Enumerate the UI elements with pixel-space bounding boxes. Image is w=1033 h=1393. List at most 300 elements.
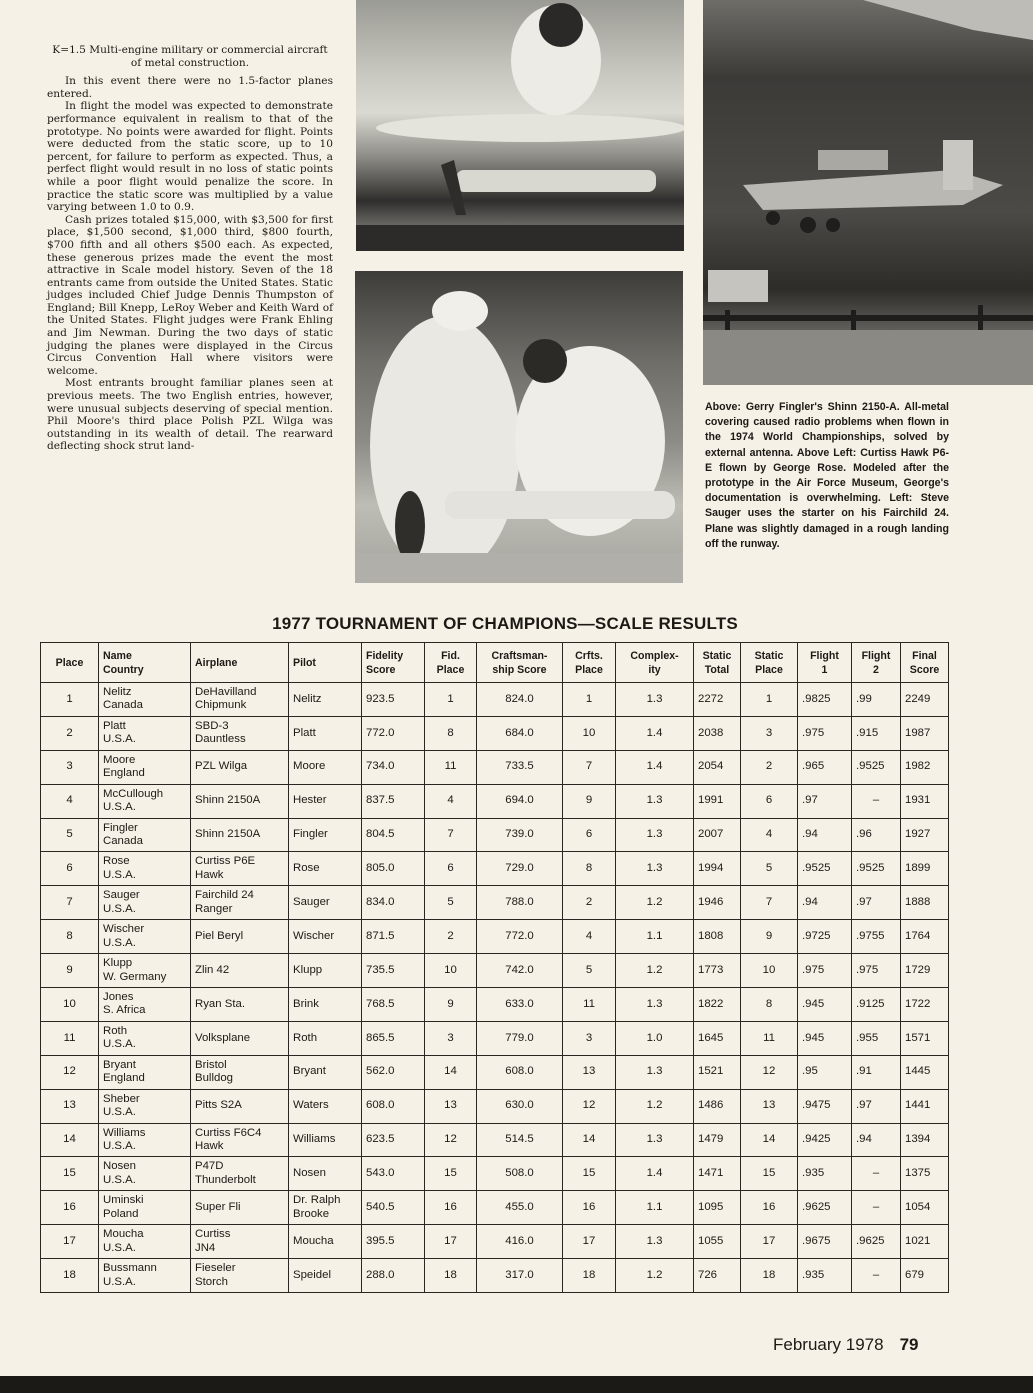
cell-flight-2: – xyxy=(852,1157,901,1191)
cell-fid-place: 5 xyxy=(425,886,477,920)
cell-place: 8 xyxy=(41,920,99,954)
header-final-score: Final Score xyxy=(901,643,949,683)
cell-final-score: 1054 xyxy=(901,1191,949,1225)
cell-complexity: 1.2 xyxy=(616,1089,694,1123)
k-factor-line: K=1.5 Multi-engine military or commercial aircraft of metal construction. xyxy=(52,44,328,69)
cell-pilot: Klupp xyxy=(289,954,362,988)
cell-pilot: Roth xyxy=(289,1021,362,1055)
cell-static-place: 7 xyxy=(741,886,798,920)
cell-fidelity-score: 923.5 xyxy=(362,683,425,717)
cell-flight-2: – xyxy=(852,784,901,818)
cell-complexity: 1.4 xyxy=(616,750,694,784)
cell-crfts-place: 14 xyxy=(563,1123,616,1157)
biplane-model-illustration xyxy=(356,0,684,251)
table-row xyxy=(41,1157,949,1191)
cell-craftsmanship-score: 779.0 xyxy=(477,1021,563,1055)
cell-crfts-place: 11 xyxy=(563,988,616,1022)
cell-static-place: 2 xyxy=(741,750,798,784)
cell-pilot: Wischer xyxy=(289,920,362,954)
cell-flight-2: .97 xyxy=(852,1089,901,1123)
cell-pilot: Platt xyxy=(289,716,362,750)
cell-place: 18 xyxy=(41,1259,99,1293)
cell-craftsmanship-score: 729.0 xyxy=(477,852,563,886)
page-footer xyxy=(773,1335,919,1355)
cell-crfts-place: 6 xyxy=(563,818,616,852)
header-complexity: Complex- ity xyxy=(616,643,694,683)
table-row xyxy=(41,1225,949,1259)
cell-craftsmanship-score: 455.0 xyxy=(477,1191,563,1225)
cell-craftsmanship-score: 416.0 xyxy=(477,1225,563,1259)
cell-static-place: 1 xyxy=(741,683,798,717)
header-name-country: Name Country xyxy=(99,643,191,683)
header-crfts-place: Crfts. Place xyxy=(563,643,616,683)
cell-complexity: 1.3 xyxy=(616,1123,694,1157)
cell-airplane: Shinn 2150A xyxy=(191,784,289,818)
cell-craftsmanship-score: 772.0 xyxy=(477,920,563,954)
cell-airplane: SBD-3 Dauntless xyxy=(191,716,289,750)
cell-complexity: 1.1 xyxy=(616,1191,694,1225)
cell-name-country: Williams U.S.A. xyxy=(99,1123,191,1157)
cell-crfts-place: 1 xyxy=(563,683,616,717)
cell-craftsmanship-score: 788.0 xyxy=(477,886,563,920)
cell-pilot: Nosen xyxy=(289,1157,362,1191)
cell-airplane: Volksplane xyxy=(191,1021,289,1055)
table-row xyxy=(41,954,949,988)
article-text-column xyxy=(47,44,333,453)
cell-static-total: 1991 xyxy=(694,784,741,818)
cell-name-country: Moore England xyxy=(99,750,191,784)
header-static-place: Static Place xyxy=(741,643,798,683)
cell-static-total: 2038 xyxy=(694,716,741,750)
cell-crfts-place: 9 xyxy=(563,784,616,818)
cell-pilot: Waters xyxy=(289,1089,362,1123)
cell-place: 14 xyxy=(41,1123,99,1157)
cell-flight-2: .94 xyxy=(852,1123,901,1157)
cell-pilot: Brink xyxy=(289,988,362,1022)
cell-fidelity-score: 837.5 xyxy=(362,784,425,818)
cell-fid-place: 7 xyxy=(425,818,477,852)
article-paragraph: In this event there were no 1.5-factor planes entered. xyxy=(47,75,333,100)
cell-static-total: 1486 xyxy=(694,1089,741,1123)
cell-fid-place: 13 xyxy=(425,1089,477,1123)
cell-airplane: PZL Wilga xyxy=(191,750,289,784)
cell-pilot: Dr. Ralph Brooke xyxy=(289,1191,362,1225)
cell-static-place: 16 xyxy=(741,1191,798,1225)
photo-caption: Above: Gerry Fingler's Shinn 2150-A. All-metal covering caused radio problems when flown in the 1974 World Championships, solved by external antenna. Above Left: Curtiss Hawk P6-E flown by George Rose. Modeled after the prototype in the Air Force Museum, George's documentation is overwhelming. Left: Steve Sauger uses the starter on his Fairchild 24. Plane was slightly damaged in a rough landing off the runway. xyxy=(705,401,949,550)
cell-final-score: 1571 xyxy=(901,1021,949,1055)
cell-fid-place: 11 xyxy=(425,750,477,784)
cell-flight-1: .97 xyxy=(798,784,852,818)
cell-crfts-place: 17 xyxy=(563,1225,616,1259)
cell-static-total: 1946 xyxy=(694,886,741,920)
table-row xyxy=(41,1123,949,1157)
cell-static-place: 14 xyxy=(741,1123,798,1157)
cell-flight-2: .97 xyxy=(852,886,901,920)
fairchild-photo xyxy=(355,271,683,583)
table-row xyxy=(41,1055,949,1089)
cell-name-country: Uminski Poland xyxy=(99,1191,191,1225)
results-table xyxy=(40,642,949,1293)
header-flight-2: Flight 2 xyxy=(852,643,901,683)
cell-crfts-place: 15 xyxy=(563,1157,616,1191)
cell-fid-place: 14 xyxy=(425,1055,477,1089)
cell-flight-2: .9525 xyxy=(852,750,901,784)
cell-pilot: Hester xyxy=(289,784,362,818)
table-row xyxy=(41,1089,949,1123)
article-paragraph: In flight the model was expected to demonstrate performance equivalent in realism to that of the prototype. No points were awarded for flight. Points were deducted from the static score, up to 10 percent, for failure to perform as expected. Thus, a perfect flight would result in no loss of static points while a poor flight would penalize the score. In practice the static score was multiplied by a value varying between 1.0 to 0.9. xyxy=(47,100,333,214)
table-row xyxy=(41,1259,949,1293)
cell-fid-place: 1 xyxy=(425,683,477,717)
cell-flight-2: .91 xyxy=(852,1055,901,1089)
cell-final-score: 1982 xyxy=(901,750,949,784)
table-row xyxy=(41,852,949,886)
cell-name-country: Roth U.S.A. xyxy=(99,1021,191,1055)
cell-final-score: 1375 xyxy=(901,1157,949,1191)
cell-name-country: Nosen U.S.A. xyxy=(99,1157,191,1191)
cell-complexity: 1.3 xyxy=(616,1055,694,1089)
cell-complexity: 1.2 xyxy=(616,886,694,920)
cell-static-total: 1471 xyxy=(694,1157,741,1191)
cell-static-total: 1773 xyxy=(694,954,741,988)
cell-static-total: 2007 xyxy=(694,818,741,852)
cell-fid-place: 16 xyxy=(425,1191,477,1225)
cell-fidelity-score: 804.5 xyxy=(362,818,425,852)
cell-final-score: 1394 xyxy=(901,1123,949,1157)
cell-flight-1: .975 xyxy=(798,954,852,988)
cell-complexity: 1.2 xyxy=(616,1259,694,1293)
cell-flight-1: .965 xyxy=(798,750,852,784)
cell-craftsmanship-score: 742.0 xyxy=(477,954,563,988)
cell-name-country: Wischer U.S.A. xyxy=(99,920,191,954)
cell-fidelity-score: 540.5 xyxy=(362,1191,425,1225)
cell-place: 11 xyxy=(41,1021,99,1055)
starter-scene-illustration xyxy=(355,271,683,583)
header-pilot: Pilot xyxy=(289,643,362,683)
cell-craftsmanship-score: 824.0 xyxy=(477,683,563,717)
cell-static-place: 11 xyxy=(741,1021,798,1055)
cell-static-total: 1095 xyxy=(694,1191,741,1225)
cell-static-place: 10 xyxy=(741,954,798,988)
cell-crfts-place: 4 xyxy=(563,920,616,954)
cell-flight-1: .9725 xyxy=(798,920,852,954)
shinn-photo xyxy=(703,0,1033,385)
aircraft-in-flight-illustration xyxy=(703,0,1033,385)
cell-fid-place: 2 xyxy=(425,920,477,954)
cell-pilot: Bryant xyxy=(289,1055,362,1089)
header-craftsmanship-score: Craftsman- ship Score xyxy=(477,643,563,683)
cell-final-score: 1987 xyxy=(901,716,949,750)
cell-craftsmanship-score: 633.0 xyxy=(477,988,563,1022)
issue-date: February 1978 xyxy=(773,1335,884,1354)
cell-fid-place: 12 xyxy=(425,1123,477,1157)
cell-name-country: Moucha U.S.A. xyxy=(99,1225,191,1259)
cell-place: 1 xyxy=(41,683,99,717)
cell-airplane: P47D Thunderbolt xyxy=(191,1157,289,1191)
cell-final-score: 1888 xyxy=(901,886,949,920)
cell-fidelity-score: 871.5 xyxy=(362,920,425,954)
cell-static-place: 18 xyxy=(741,1259,798,1293)
header-fid-place: Fid. Place xyxy=(425,643,477,683)
cell-fidelity-score: 834.0 xyxy=(362,886,425,920)
cell-complexity: 1.3 xyxy=(616,818,694,852)
page-number: 79 xyxy=(899,1335,919,1354)
cell-static-total: 1822 xyxy=(694,988,741,1022)
cell-complexity: 1.0 xyxy=(616,1021,694,1055)
cell-flight-2: .975 xyxy=(852,954,901,988)
cell-final-score: 2249 xyxy=(901,683,949,717)
cell-flight-2: – xyxy=(852,1259,901,1293)
cell-flight-1: .9475 xyxy=(798,1089,852,1123)
cell-fid-place: 10 xyxy=(425,954,477,988)
header-flight-1: Flight 1 xyxy=(798,643,852,683)
table-row xyxy=(41,1191,949,1225)
cell-complexity: 1.3 xyxy=(616,1225,694,1259)
cell-fidelity-score: 288.0 xyxy=(362,1259,425,1293)
header-fidelity-score: Fidelity Score xyxy=(362,643,425,683)
cell-craftsmanship-score: 630.0 xyxy=(477,1089,563,1123)
cell-craftsmanship-score: 684.0 xyxy=(477,716,563,750)
cell-airplane: Zlin 42 xyxy=(191,954,289,988)
header-place: Place xyxy=(41,643,99,683)
cell-name-country: Platt U.S.A. xyxy=(99,716,191,750)
table-row xyxy=(41,750,949,784)
cell-static-total: 1645 xyxy=(694,1021,741,1055)
cell-fid-place: 17 xyxy=(425,1225,477,1259)
cell-flight-2: .9755 xyxy=(852,920,901,954)
cell-pilot: Williams xyxy=(289,1123,362,1157)
cell-place: 10 xyxy=(41,988,99,1022)
cell-craftsmanship-score: 733.5 xyxy=(477,750,563,784)
cell-fid-place: 8 xyxy=(425,716,477,750)
table-row xyxy=(41,818,949,852)
cell-place: 13 xyxy=(41,1089,99,1123)
cell-flight-1: .94 xyxy=(798,818,852,852)
cell-flight-2: .9625 xyxy=(852,1225,901,1259)
cell-craftsmanship-score: 694.0 xyxy=(477,784,563,818)
cell-airplane: Piel Beryl xyxy=(191,920,289,954)
cell-pilot: Moore xyxy=(289,750,362,784)
cell-name-country: Klupp W. Germany xyxy=(99,954,191,988)
table-title: 1977 TOURNAMENT OF CHAMPIONS—SCALE RESULTS xyxy=(272,614,738,633)
cell-place: 7 xyxy=(41,886,99,920)
header-static-total: Static Total xyxy=(694,643,741,683)
cell-static-total: 2272 xyxy=(694,683,741,717)
cell-name-country: Nelitz Canada xyxy=(99,683,191,717)
cell-complexity: 1.1 xyxy=(616,920,694,954)
cell-craftsmanship-score: 608.0 xyxy=(477,1055,563,1089)
cell-fidelity-score: 735.5 xyxy=(362,954,425,988)
cell-flight-1: .975 xyxy=(798,716,852,750)
cell-craftsmanship-score: 739.0 xyxy=(477,818,563,852)
cell-pilot: Speidel xyxy=(289,1259,362,1293)
cell-complexity: 1.4 xyxy=(616,1157,694,1191)
cell-fid-place: 15 xyxy=(425,1157,477,1191)
cell-static-place: 12 xyxy=(741,1055,798,1089)
cell-name-country: Sauger U.S.A. xyxy=(99,886,191,920)
cell-airplane: Fairchild 24 Ranger xyxy=(191,886,289,920)
cell-pilot: Nelitz xyxy=(289,683,362,717)
cell-fidelity-score: 543.0 xyxy=(362,1157,425,1191)
cell-static-total: 1994 xyxy=(694,852,741,886)
cell-airplane: Curtiss F6C4 Hawk xyxy=(191,1123,289,1157)
cell-crfts-place: 12 xyxy=(563,1089,616,1123)
cell-crfts-place: 5 xyxy=(563,954,616,988)
cell-fidelity-score: 768.5 xyxy=(362,988,425,1022)
cell-static-total: 726 xyxy=(694,1259,741,1293)
cell-final-score: 1931 xyxy=(901,784,949,818)
cell-airplane: Curtiss P6E Hawk xyxy=(191,852,289,886)
cell-airplane: Shinn 2150A xyxy=(191,818,289,852)
cell-fidelity-score: 608.0 xyxy=(362,1089,425,1123)
cell-fidelity-score: 865.5 xyxy=(362,1021,425,1055)
cell-airplane: Super Fli xyxy=(191,1191,289,1225)
cell-name-country: Bryant England xyxy=(99,1055,191,1089)
cell-fid-place: 9 xyxy=(425,988,477,1022)
cell-flight-1: .945 xyxy=(798,988,852,1022)
cell-airplane: Curtiss JN4 xyxy=(191,1225,289,1259)
cell-name-country: Rose U.S.A. xyxy=(99,852,191,886)
cell-complexity: 1.3 xyxy=(616,988,694,1022)
cell-fid-place: 18 xyxy=(425,1259,477,1293)
cell-static-total: 1055 xyxy=(694,1225,741,1259)
cell-flight-1: .95 xyxy=(798,1055,852,1089)
cell-static-place: 8 xyxy=(741,988,798,1022)
cell-final-score: 1764 xyxy=(901,920,949,954)
article-paragraph: Most entrants brought familiar planes seen at previous meets. The two English entries, however, were unusual subjects deserving of special mention. Phil Moore's third place Polish PZL Wilga was outstanding in its wealth of detail. The rearward deflecting shock strut land- xyxy=(47,377,333,453)
article-paragraph: Cash prizes totaled $15,000, with $3,500 for first place, $1,500 second, $1,000 third, $800 fourth, $700 fifth and all others $500 each. As expected, these generous prizes made the event the most attractive in Scale model history. Seven of the 18 entrants came from outside the United States. Static judges included Chief Judge Dennis Thumpston of England; Bill Knepp, LeRoy Weber and Keith Ward of the United States. Flight judges were Frank Ehling and Jim Newman. During the two days of static judging the planes were displayed in the Circus Circus Convention Hall where visitors were welcome. xyxy=(47,213,333,377)
cell-complexity: 1.4 xyxy=(616,716,694,750)
cell-static-total: 2054 xyxy=(694,750,741,784)
cell-place: 15 xyxy=(41,1157,99,1191)
cell-crfts-place: 2 xyxy=(563,886,616,920)
cell-flight-1: .9425 xyxy=(798,1123,852,1157)
cell-crfts-place: 8 xyxy=(563,852,616,886)
cell-airplane: Bristol Bulldog xyxy=(191,1055,289,1089)
cell-static-place: 9 xyxy=(741,920,798,954)
cell-fidelity-score: 805.0 xyxy=(362,852,425,886)
cell-flight-1: .94 xyxy=(798,886,852,920)
table-row xyxy=(41,1021,949,1055)
table-row xyxy=(41,886,949,920)
cell-final-score: 1441 xyxy=(901,1089,949,1123)
cell-craftsmanship-score: 514.5 xyxy=(477,1123,563,1157)
cell-airplane: Ryan Sta. xyxy=(191,988,289,1022)
cell-static-place: 13 xyxy=(741,1089,798,1123)
cell-crfts-place: 13 xyxy=(563,1055,616,1089)
cell-fidelity-score: 562.0 xyxy=(362,1055,425,1089)
cell-place: 3 xyxy=(41,750,99,784)
cell-final-score: 1729 xyxy=(901,954,949,988)
cell-flight-1: .9675 xyxy=(798,1225,852,1259)
cell-crfts-place: 7 xyxy=(563,750,616,784)
header-airplane: Airplane xyxy=(191,643,289,683)
cell-fidelity-score: 734.0 xyxy=(362,750,425,784)
table-row xyxy=(41,920,949,954)
cell-name-country: Bussmann U.S.A. xyxy=(99,1259,191,1293)
cell-name-country: Fingler Canada xyxy=(99,818,191,852)
cell-flight-1: .935 xyxy=(798,1259,852,1293)
cell-flight-1: .935 xyxy=(798,1157,852,1191)
cell-final-score: 1927 xyxy=(901,818,949,852)
cell-static-place: 3 xyxy=(741,716,798,750)
cell-static-place: 6 xyxy=(741,784,798,818)
cell-fidelity-score: 623.5 xyxy=(362,1123,425,1157)
table-header-row xyxy=(41,643,949,683)
cell-name-country: Jones S. Africa xyxy=(99,988,191,1022)
cell-airplane: Pitts S2A xyxy=(191,1089,289,1123)
cell-crfts-place: 10 xyxy=(563,716,616,750)
cell-final-score: 679 xyxy=(901,1259,949,1293)
cell-fid-place: 6 xyxy=(425,852,477,886)
cell-craftsmanship-score: 508.0 xyxy=(477,1157,563,1191)
cell-crfts-place: 16 xyxy=(563,1191,616,1225)
cell-flight-1: .945 xyxy=(798,1021,852,1055)
table-row xyxy=(41,988,949,1022)
cell-airplane: Fieseler Storch xyxy=(191,1259,289,1293)
cell-flight-2: .955 xyxy=(852,1021,901,1055)
table-row xyxy=(41,784,949,818)
table-body xyxy=(41,683,949,1293)
cell-static-place: 4 xyxy=(741,818,798,852)
cell-name-country: Sheber U.S.A. xyxy=(99,1089,191,1123)
cell-place: 16 xyxy=(41,1191,99,1225)
table-row xyxy=(41,716,949,750)
cell-final-score: 1722 xyxy=(901,988,949,1022)
cell-flight-2: .96 xyxy=(852,818,901,852)
cell-place: 6 xyxy=(41,852,99,886)
cell-flight-2: .99 xyxy=(852,683,901,717)
cell-place: 17 xyxy=(41,1225,99,1259)
cell-pilot: Rose xyxy=(289,852,362,886)
cell-place: 4 xyxy=(41,784,99,818)
cell-fidelity-score: 395.5 xyxy=(362,1225,425,1259)
cell-flight-2: .9125 xyxy=(852,988,901,1022)
table-row xyxy=(41,683,949,717)
cell-complexity: 1.3 xyxy=(616,683,694,717)
cell-static-place: 15 xyxy=(741,1157,798,1191)
cell-final-score: 1445 xyxy=(901,1055,949,1089)
cell-flight-1: .9625 xyxy=(798,1191,852,1225)
cell-place: 9 xyxy=(41,954,99,988)
cell-crfts-place: 3 xyxy=(563,1021,616,1055)
cell-pilot: Fingler xyxy=(289,818,362,852)
cell-flight-2: .915 xyxy=(852,716,901,750)
cell-flight-2: .9525 xyxy=(852,852,901,886)
cell-flight-1: .9525 xyxy=(798,852,852,886)
curtiss-hawk-photo xyxy=(356,0,684,251)
cell-flight-1: .9825 xyxy=(798,683,852,717)
cell-place: 5 xyxy=(41,818,99,852)
cell-place: 2 xyxy=(41,716,99,750)
cell-static-total: 1521 xyxy=(694,1055,741,1089)
cell-fid-place: 4 xyxy=(425,784,477,818)
cell-craftsmanship-score: 317.0 xyxy=(477,1259,563,1293)
cell-place: 12 xyxy=(41,1055,99,1089)
cell-pilot: Moucha xyxy=(289,1225,362,1259)
cell-fidelity-score: 772.0 xyxy=(362,716,425,750)
cell-final-score: 1021 xyxy=(901,1225,949,1259)
cell-pilot: Sauger xyxy=(289,886,362,920)
cell-crfts-place: 18 xyxy=(563,1259,616,1293)
cell-final-score: 1899 xyxy=(901,852,949,886)
cell-static-total: 1479 xyxy=(694,1123,741,1157)
cell-complexity: 1.2 xyxy=(616,954,694,988)
cell-complexity: 1.3 xyxy=(616,784,694,818)
cell-flight-2: – xyxy=(852,1191,901,1225)
cell-name-country: McCullough U.S.A. xyxy=(99,784,191,818)
cell-fid-place: 3 xyxy=(425,1021,477,1055)
cell-static-place: 17 xyxy=(741,1225,798,1259)
